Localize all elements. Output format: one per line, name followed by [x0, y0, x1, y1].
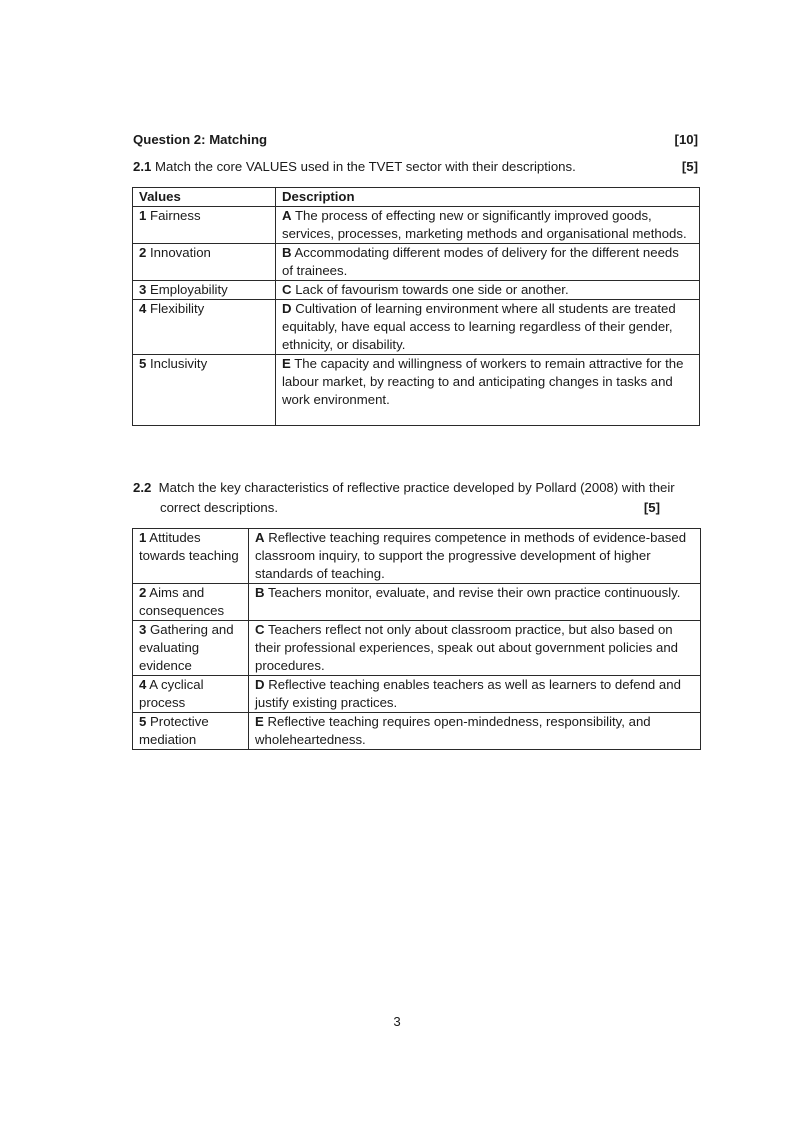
value-name: Inclusivity [150, 356, 208, 371]
part1-instruction-line [133, 158, 576, 176]
description-text: Reflective teaching requires open-mindedness, responsibility, and wholeheartedness. [255, 714, 651, 747]
description-letter: C [282, 282, 292, 297]
value-name: Flexibility [150, 301, 205, 316]
description-cell [276, 207, 700, 244]
characteristic-number: 5 [139, 714, 147, 729]
value-name: Employability [150, 282, 228, 297]
value-cell [133, 300, 276, 355]
part1-instruction: Match the core VALUES used in the TVET sector with their descriptions. [155, 159, 576, 174]
value-cell [133, 281, 276, 300]
description-text: Teachers monitor, evaluate, and revise their own practice continuously. [267, 585, 681, 600]
description-letter: A [282, 208, 292, 223]
description-letter: C [255, 622, 265, 637]
part1-number: 2.1 [133, 159, 152, 174]
description-cell [249, 713, 701, 750]
characteristic-name: Protective mediation [139, 714, 209, 747]
part2-instruction-line2: correct descriptions. [160, 500, 278, 515]
question-heading [133, 131, 698, 149]
description-letter: A [255, 530, 265, 545]
part1-heading [133, 158, 698, 176]
description-letter: B [282, 245, 292, 260]
description-letter: E [282, 356, 291, 371]
characteristic-cell [133, 529, 249, 584]
header-description: Description [276, 188, 700, 207]
value-cell [133, 244, 276, 281]
description-text: The process of effecting new or significantly improved goods, services, processes, marketing methods and organisational methods. [282, 208, 687, 241]
table-row [133, 281, 700, 300]
description-text: Reflective teaching requires competence in methods of evidence-based classroom inquiry, to support the progressive development of higher standards of teaching. [255, 530, 687, 581]
table-row [133, 529, 701, 584]
description-text: Lack of favourism towards one side or another. [295, 282, 569, 297]
value-number: 4 [139, 301, 147, 316]
description-text: Teachers reflect not only about classroom practice, but also based on their professional experiences, speak out about government policies and procedures. [255, 622, 678, 673]
value-number: 2 [139, 245, 147, 260]
table-row [133, 584, 701, 621]
characteristic-name: Aims and consequences [139, 585, 225, 618]
question-total-marks: [10] [674, 132, 698, 147]
value-name: Fairness [150, 208, 201, 223]
values-table [132, 187, 700, 426]
header-values: Values [133, 188, 276, 207]
table-row [133, 713, 701, 750]
characteristic-number: 4 [139, 677, 147, 692]
description-cell [249, 529, 701, 584]
description-cell [249, 584, 701, 621]
characteristic-number: 1 [139, 530, 147, 545]
table-row [133, 300, 700, 355]
description-cell [276, 244, 700, 281]
description-text: Cultivation of learning environment where all students are treated equitably, have equal access to learning regardless of their gender, ethnicity, or disability. [282, 301, 676, 352]
table-header-row [133, 188, 700, 207]
table-row [133, 676, 701, 713]
value-number: 3 [139, 282, 147, 297]
page-number: 3 [393, 1014, 401, 1029]
value-number: 1 [139, 208, 147, 223]
question-title: Question 2: Matching [133, 132, 268, 147]
description-letter: E [255, 714, 264, 729]
table-row [133, 207, 700, 244]
reflective-practice-table [132, 528, 701, 750]
description-letter: D [255, 677, 265, 692]
part2-instruction-line1 [133, 479, 713, 497]
value-cell [133, 355, 276, 426]
part2-heading [133, 479, 713, 517]
table-row [133, 355, 700, 426]
table-row [133, 621, 701, 676]
description-cell [249, 621, 701, 676]
part2-instruction-text1: Match the key characteristics of reflective practice developed by Pollard (2008) with their [158, 480, 675, 495]
description-text: Accommodating different modes of delivery for the different needs of trainees. [282, 245, 679, 278]
characteristic-number: 3 [139, 622, 147, 637]
part2-number: 2.2 [133, 480, 152, 495]
part1-marks: [5] [681, 159, 698, 174]
part2-marks: [5] [643, 500, 660, 515]
description-cell [276, 355, 700, 426]
value-cell [133, 207, 276, 244]
description-text: Reflective teaching enables teachers as well as learners to defend and justify existing practices. [255, 677, 681, 710]
characteristic-name: Attitudes towards teaching [139, 530, 239, 563]
characteristic-name: A cyclical process [139, 677, 204, 710]
characteristic-cell [133, 621, 249, 676]
description-letter: B [255, 585, 265, 600]
description-text: The capacity and willingness of workers to remain attractive for the labour market, by reacting to and anticipating changes in tasks and work environment. [282, 356, 684, 407]
description-cell [249, 676, 701, 713]
description-cell [276, 281, 700, 300]
characteristic-number: 2 [139, 585, 147, 600]
description-letter: D [282, 301, 292, 316]
characteristic-cell [133, 584, 249, 621]
characteristic-name: Gathering and evaluating evidence [139, 622, 234, 673]
value-number: 5 [139, 356, 147, 371]
description-cell [276, 300, 700, 355]
value-name: Innovation [150, 245, 211, 260]
table-row [133, 244, 700, 281]
characteristic-cell [133, 676, 249, 713]
part2-instruction-line2-row [133, 499, 660, 517]
characteristic-cell [133, 713, 249, 750]
